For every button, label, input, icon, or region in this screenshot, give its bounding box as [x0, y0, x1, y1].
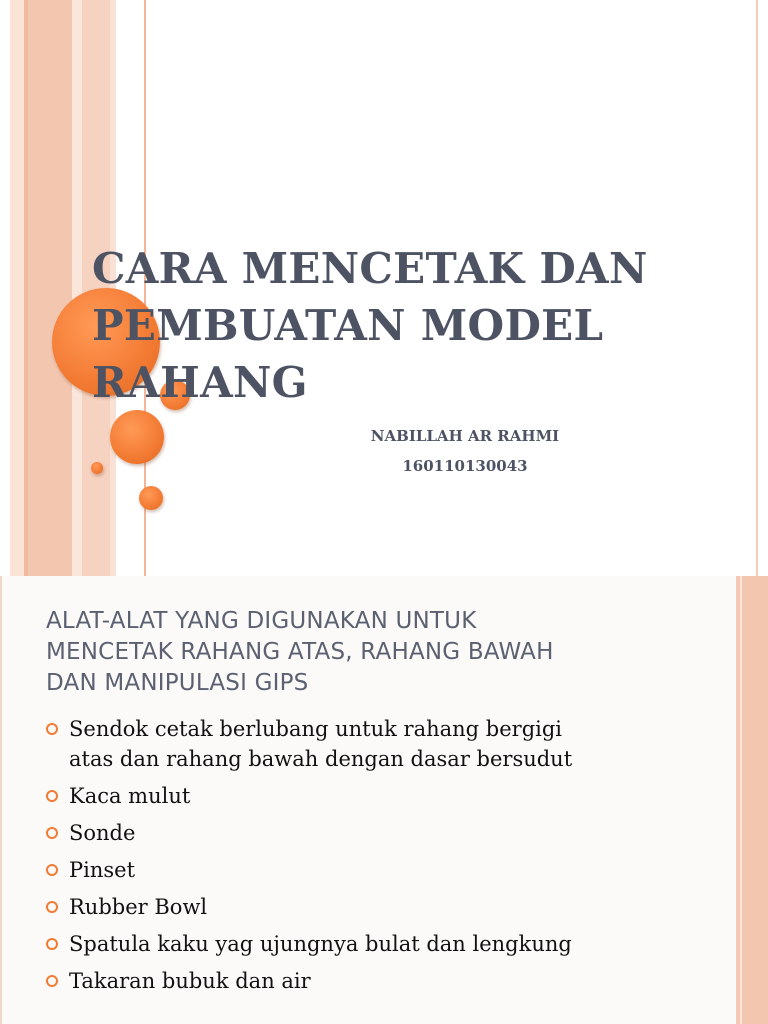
- decorative-stripe: [28, 0, 72, 576]
- list-item-text: Pinset: [69, 858, 136, 882]
- list-item: [46, 818, 736, 848]
- decorative-stripe: [742, 576, 768, 1024]
- slide-title-line: DAN MANIPULASI GIPS: [46, 670, 309, 696]
- list-item-text: Sendok cetak berlubang untuk rahang bergigi: [69, 717, 563, 741]
- author-name: NABILLAH AR RAHMI: [370, 427, 560, 445]
- decorative-stripe: [0, 576, 2, 1024]
- slide-title-line: MENCETAK RAHANG ATAS, RAHANG BAWAH: [46, 639, 554, 665]
- decorative-stripe: [72, 0, 82, 576]
- student-id: 160110130043: [402, 457, 528, 475]
- list-item: [46, 892, 736, 922]
- orange-circle-icon: [139, 486, 163, 510]
- decorative-stripe: [756, 0, 758, 576]
- ring-bullet-icon: [46, 938, 58, 950]
- ring-bullet-icon: [46, 864, 58, 876]
- list-item: [46, 929, 736, 959]
- list-item-text: Kaca mulut: [69, 784, 191, 808]
- list-item: [46, 714, 736, 774]
- orange-circle-icon: [110, 410, 164, 464]
- slide-title-line: CARA MENCETAK DAN: [92, 244, 648, 293]
- list-item: [46, 966, 736, 996]
- slide-title-line: RAHANG: [92, 358, 308, 407]
- list-item-text: Takaran bubuk dan air: [69, 969, 311, 993]
- slide-title-line: ALAT-ALAT YANG DIGUNAKAN UNTUK: [46, 608, 477, 634]
- list-item: [46, 855, 736, 885]
- list-item: [46, 781, 736, 811]
- list-item-text: Rubber Bowl: [69, 895, 208, 919]
- slide-title-line: PEMBUATAN MODEL: [92, 301, 604, 350]
- equipment-list: [46, 714, 736, 1003]
- list-item-text: atas dan rahang bawah dengan dasar bersudut: [69, 747, 573, 771]
- ring-bullet-icon: [46, 901, 58, 913]
- ring-bullet-icon: [46, 975, 58, 987]
- ring-bullet-icon: [46, 827, 58, 839]
- content-slide: [0, 576, 768, 1024]
- ring-bullet-icon: [46, 723, 58, 735]
- ring-bullet-icon: [46, 790, 58, 802]
- slide-title: [46, 606, 726, 699]
- list-item-text: Sonde: [69, 821, 136, 845]
- slide-title: [92, 240, 732, 411]
- orange-circle-icon: [91, 462, 103, 474]
- list-item-text: Spatula kaku yag ujungnya bulat dan lengkung: [69, 932, 572, 956]
- decorative-stripe: [10, 0, 24, 576]
